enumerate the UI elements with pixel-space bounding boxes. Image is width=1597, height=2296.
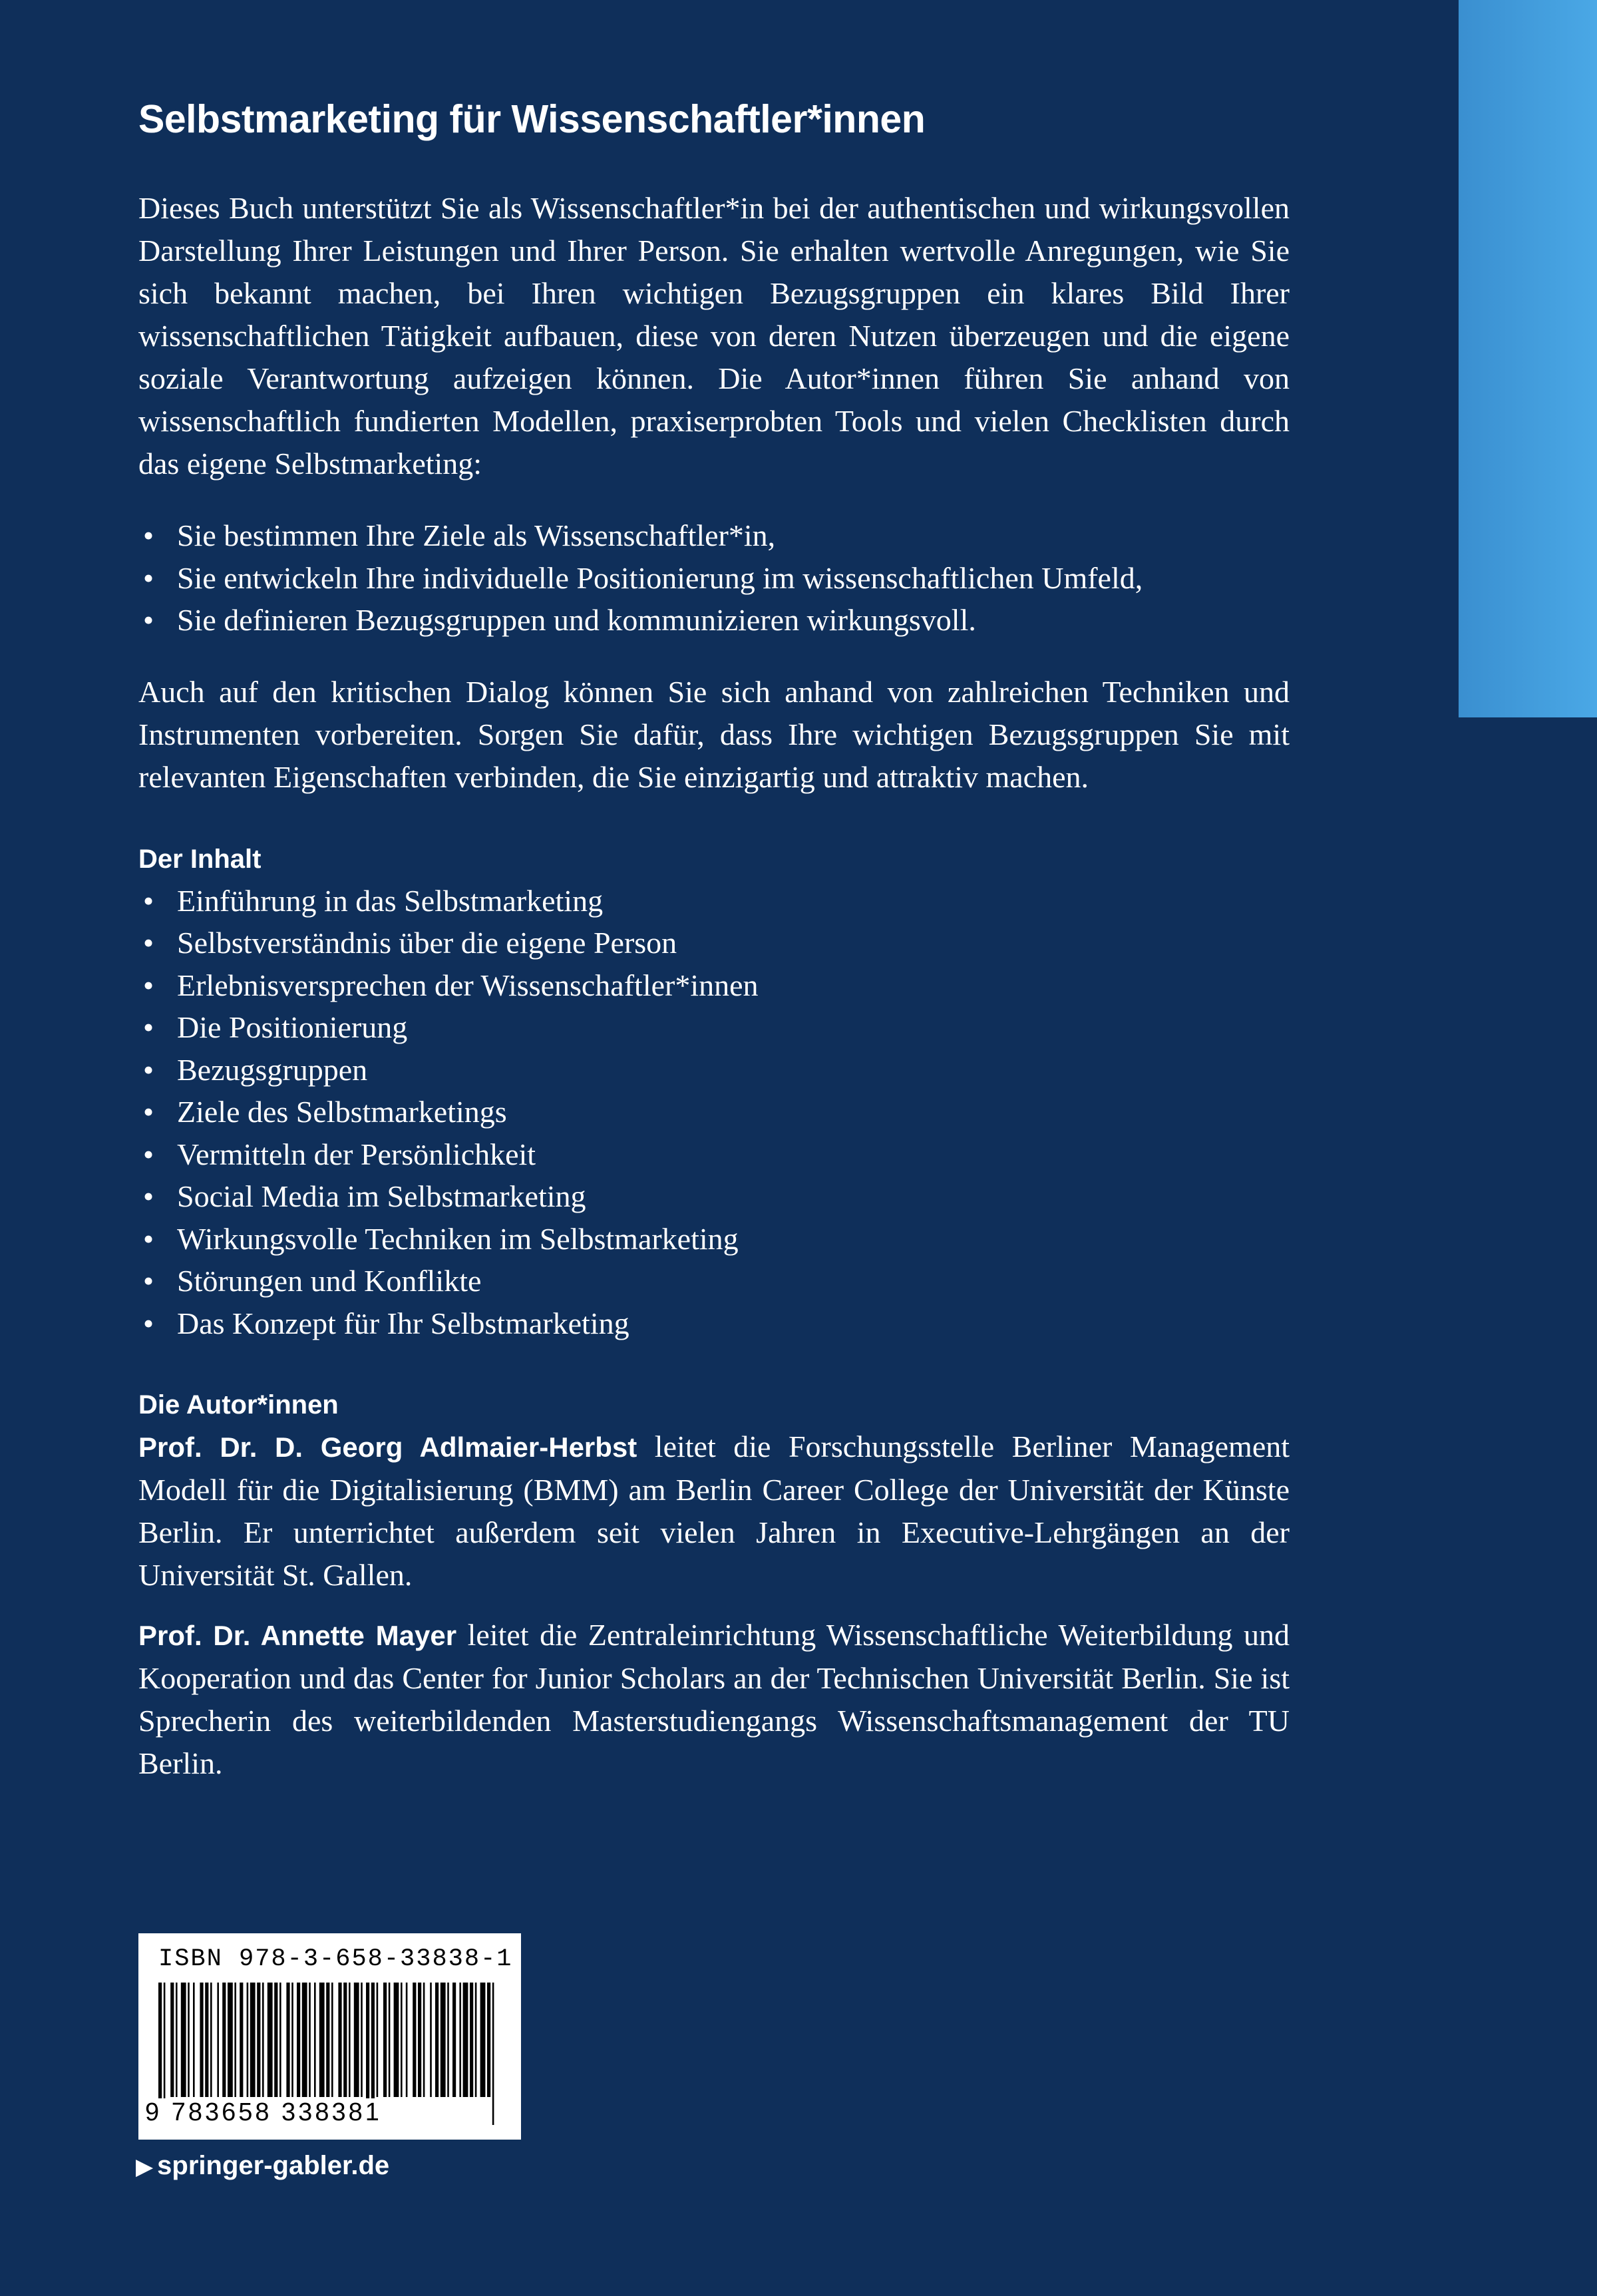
bullet-icon: • bbox=[142, 1221, 154, 1256]
list-item: • Vermitteln der Persönlichkeit bbox=[138, 1133, 1290, 1176]
bullet-icon: • bbox=[142, 1137, 154, 1171]
author-bio-1 bbox=[138, 1426, 1290, 1597]
list-item: • Erlebnisversprechen der Wissenschaftler*innen bbox=[138, 964, 1290, 1007]
bullet-icon: • bbox=[142, 1095, 154, 1129]
list-item: • Social Media im Selbstmarketing bbox=[138, 1175, 1290, 1218]
contents-heading: Der Inhalt bbox=[138, 844, 262, 874]
publisher-link[interactable] bbox=[136, 2151, 389, 2181]
bullet-icon: • bbox=[142, 926, 154, 960]
list-item: • Das Konzept für Ihr Selbstmarketing bbox=[138, 1302, 1290, 1345]
bullet-icon: • bbox=[142, 883, 154, 918]
list-item: • Die Positionierung bbox=[138, 1006, 1290, 1049]
list-item: • Selbstverständnis über die eigene Person bbox=[138, 922, 1290, 964]
author-bio-text: leitet die Forschungsstelle Berliner Management Modell für die Digitalisierung (BMM) am Berlin Career College der Universität der Künste Berlin. Er unterrichtet außerdem seit vielen Jahren in Executive-Lehrgängen an der Universität St. Gallen. bbox=[138, 1430, 1290, 1592]
author-bio-text: leitet die Zentraleinrichtung Wissenschaftliche Weiterbildung und Kooperation und das Center for Junior Scholars an der Technischen Universität Berlin. Sie ist Sprecherin des weiterbildenden Masterstudiengangs Wissenschaftsmanagement der TU Berlin. bbox=[138, 1618, 1290, 1780]
author-bio-2 bbox=[138, 1614, 1290, 1785]
bullet-icon: • bbox=[142, 1306, 154, 1340]
isbn-label: ISBN 978-3-658-33838-1 bbox=[158, 1945, 513, 1973]
list-item: • Einführung in das Selbstmarketing bbox=[138, 880, 1290, 922]
bullet-icon: • bbox=[142, 968, 154, 1002]
list-item: • Bezugsgruppen bbox=[138, 1049, 1290, 1091]
bullet-icon: • bbox=[142, 1010, 154, 1044]
list-item: • Sie bestimmen Ihre Ziele als Wissenschaftler*in, bbox=[138, 514, 1290, 557]
contents-list bbox=[138, 880, 1290, 1345]
bullet-icon: • bbox=[142, 560, 154, 595]
publisher-url: springer-gabler.de bbox=[157, 2151, 390, 2180]
authors-heading: Die Autor*innen bbox=[138, 1390, 339, 1420]
play-arrow-icon: ▶ bbox=[136, 2154, 154, 2180]
bullet-icon: • bbox=[142, 1179, 154, 1213]
book-title: Selbstmarketing für Wissenschaftler*innen bbox=[138, 97, 926, 141]
list-item: • Störungen und Konflikte bbox=[138, 1260, 1290, 1302]
back-cover-text bbox=[138, 97, 1290, 1785]
list-item: • Sie entwickeln Ihre individuelle Positionierung im wissenschaftlichen Umfeld, bbox=[138, 557, 1290, 600]
barcode-digits: 9 783658 338381 bbox=[145, 2098, 382, 2126]
isbn-barcode-block bbox=[138, 1933, 521, 2140]
intro-paragraph: Dieses Buch unterstützt Sie als Wissenschaftler*in bei der authentischen und wirkungsvollen Darstellung Ihrer Leistungen und Ihrer Person. Sie erhalten wertvolle Anregungen, wie Sie sich bekannt machen, bei Ihren wichtigen Bezugsgruppen ein klares Bild Ihrer wissenschaftlichen Tätigkeit aufbauen, diese von deren Nutzen überzeugen und die eigene soziale Verantwortung aufzeigen können. Die Autor*innen führen Sie anhand von wissenschaftlich fundierten Modellen, praxiserprobten Tools und vielen Checklisten durch das eigene Selbstmarketing: bbox=[138, 191, 1290, 480]
bullet-icon: • bbox=[142, 518, 154, 552]
accent-tab bbox=[1459, 0, 1597, 717]
bullet-icon: • bbox=[142, 1052, 154, 1087]
bullet-icon: • bbox=[142, 603, 154, 637]
author-name: Prof. Dr. D. Georg Adlmaier-Herbst bbox=[138, 1432, 637, 1463]
bullet-icon: • bbox=[142, 1264, 154, 1298]
author-name: Prof. Dr. Annette Mayer bbox=[138, 1620, 457, 1651]
list-item: • Wirkungsvolle Techniken im Selbstmarketing bbox=[138, 1218, 1290, 1260]
list-item: • Sie definieren Bezugsgruppen und kommunizieren wirkungsvoll. bbox=[138, 599, 1290, 642]
list-item: • Ziele des Selbstmarketings bbox=[138, 1091, 1290, 1133]
closing-paragraph: Auch auf den kritischen Dialog können Sie sich anhand von zahlreichen Techniken und Instrumenten vorbereiten. Sorgen Sie dafür, dass Ihre wichtigen Bezugsgruppen Sie mit relevanten Eigenschaften verbinden, die Sie einzigartig und attraktiv machen. bbox=[138, 674, 1290, 794]
intro-bullet-list bbox=[138, 514, 1290, 642]
